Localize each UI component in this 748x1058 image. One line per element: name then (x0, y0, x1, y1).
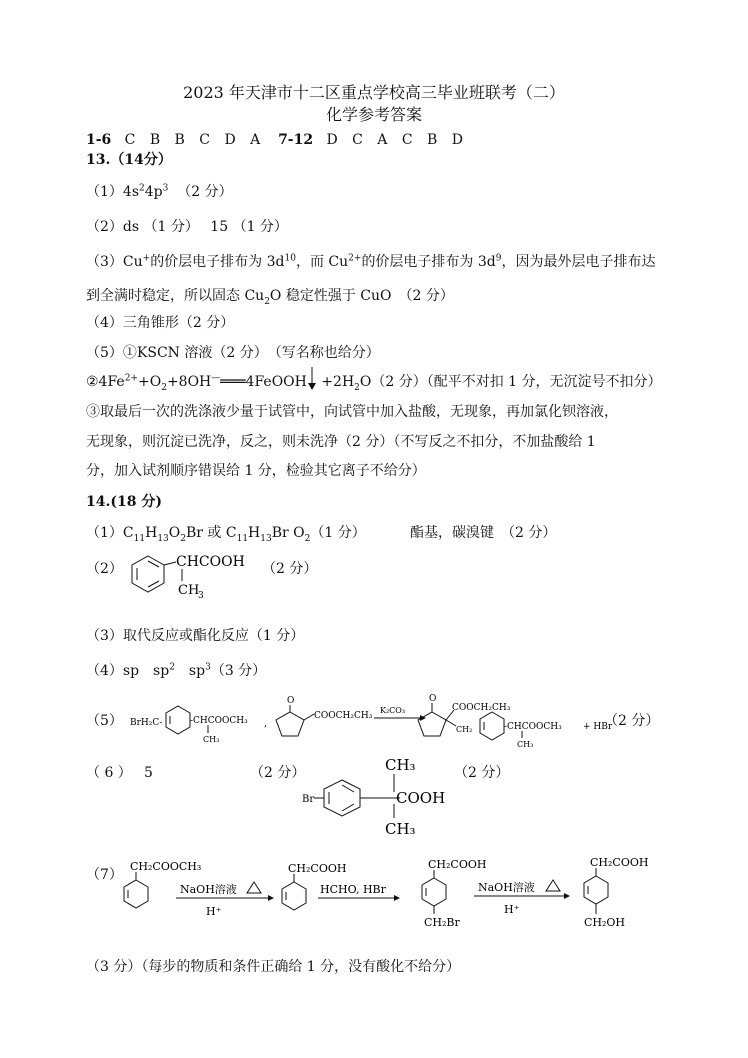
q13-part5: （5）①KSCN 溶液（2 分） （写名称也给分） (86, 345, 380, 361)
q14-part5-reaction (128, 688, 628, 752)
q14-part1: $(1)C_{11}H_{13}O_2Br$ 或 $C_{11}H_{13}Br$ $O_2(1$ 分） (86, 525, 366, 544)
q14-part1-groups: 酯基，碳溴键 （2 分） (410, 525, 557, 541)
svg-text:Br: Br (302, 794, 315, 805)
q14-part7-route (118, 852, 698, 944)
svg-text:CH₃: CH₃ (385, 820, 416, 836)
choice-range-2: 7-12 (278, 132, 314, 148)
q13-heading: 13.（14分） (86, 152, 172, 168)
svg-text:3: 3 (198, 591, 204, 601)
q13-part3-line1: （3）Cu+的价层电子排布为 $3d^{10}$，而 $Cu^{2+}$的价层电子排布为 $3d^9$，因为最外层电子排布达 (86, 253, 656, 270)
svg-text:CH₂COOCH₃: CH₂COOCH₃ (130, 860, 202, 873)
q14-part2-score: （2 分） (262, 561, 318, 577)
svg-text:,: , (264, 718, 268, 729)
svg-text:+ HBr: + HBr (583, 722, 613, 732)
q14-part6-answer: 5 (144, 765, 153, 781)
svg-text:-CHCOOCH₃: -CHCOOCH₃ (504, 722, 562, 732)
svg-text:COOCH₂CH₃: COOCH₂CH₃ (452, 703, 511, 713)
q14-part6-label: （ 6 ） (86, 765, 132, 781)
svg-text:NaOH溶液: NaOH溶液 (478, 881, 535, 894)
svg-text:CH₃: CH₃ (517, 740, 534, 749)
svg-text:CH₂OH: CH₂OH (584, 916, 626, 929)
q14-part6-structure (300, 752, 470, 836)
svg-text:-CHCOOCH₃: -CHCOOCH₃ (190, 716, 248, 726)
choice-answers (86, 131, 463, 149)
q14-part7-label: （7） (86, 867, 123, 883)
q13-part3-line2: 到全满时稳定，所以固态 $Cu_2O$ 稳定性强于 CuO （2 分） (86, 288, 454, 307)
page-subtitle: 化学参考答案 (325, 105, 422, 124)
q14-part5-score: （2 分） (604, 713, 660, 729)
heat-triangle-icon (247, 882, 261, 893)
svg-text:CH₂Br: CH₂Br (424, 916, 460, 929)
q14-part5-label: （5） (86, 713, 123, 729)
svg-text:HCHO, HBr: HCHO, HBr (320, 883, 386, 896)
choice-answers-1: C B B C D A (124, 132, 261, 148)
svg-text:H⁺: H⁺ (206, 905, 222, 918)
q13-part4: （4）三角锥形（2 分） (86, 315, 235, 331)
q14-part2-label: （2） (86, 561, 123, 577)
choice-range-1: 1-6 (86, 132, 112, 148)
svg-text:NaOH溶液: NaOH溶液 (180, 883, 237, 896)
svg-text:CH₂COOH: CH₂COOH (590, 856, 649, 869)
svg-text:CH₂COOH: CH₂COOH (288, 862, 347, 875)
svg-text:K₂CO₃: K₂CO₃ (380, 706, 406, 715)
svg-text:COOH: COOH (396, 789, 446, 807)
q13-part1: $(1)4s^24p^3$ （2 分） (86, 183, 233, 200)
svg-text:H⁺: H⁺ (504, 903, 520, 916)
q14-part4: （4）sp $sp^2$ $sp^3(3$ 分） (86, 662, 267, 679)
q14-heading: 14.(18 分) (86, 494, 162, 510)
q14-part7-note: （3 分）（每步的物质和条件正确给 1 分，没有酸化不给分） (86, 959, 461, 975)
q13-part5-3-line3: 分，加入试剂顺序错误给 1 分，检验其它离子不给分） (86, 463, 426, 479)
q13-part5-3-line1: ③取最后一次的洗涤液少量于试管中，向试管中加入盐酸，无现象，再加氯化钡溶液， (86, 404, 618, 420)
svg-text:CHCOOH: CHCOOH (176, 554, 245, 570)
svg-text:O: O (287, 696, 295, 706)
svg-text:CH₃: CH₃ (385, 756, 416, 774)
choice-answers-2: D C A C B D (326, 132, 463, 148)
svg-text:BrH₂C-: BrH₂C- (130, 718, 163, 728)
precipitate-arrow-icon (307, 373, 317, 391)
svg-text:CH₃: CH₃ (203, 735, 220, 744)
svg-text:CH₂: CH₂ (456, 725, 473, 734)
svg-text:CH: CH (178, 583, 200, 598)
q13-part5-3-line2: 无现象，则沉淀已洗净，反之，则未洗净（2 分）（不写反之不扣分，不加盐酸给 1 (86, 434, 596, 450)
q14-part3: （3）取代反应或酯化反应（1 分） (86, 628, 305, 644)
svg-text:CH₂COOH: CH₂COOH (428, 858, 487, 871)
q14-part2-structure (128, 548, 268, 604)
q13-part2: （2）ds （1 分） 15 （1 分） (86, 219, 288, 235)
q14-part6-score2: （2 分） (454, 765, 510, 781)
q14-part6-score1: （2 分） (250, 765, 306, 781)
svg-text:COOCH₂CH₃: COOCH₂CH₃ (314, 711, 373, 721)
heat-triangle-icon (546, 880, 560, 891)
page-title: 2023 年天津市十二区重点学校高三毕业班联考（二） (183, 83, 565, 102)
svg-text:O: O (429, 694, 437, 704)
q13-equation: $②4Fe^{2+}+O_2+8OH^—═══4FeOOH$ $+2H_2O(2$ 分）（配平不对扣 1 分，无沉淀号不扣分） (86, 373, 662, 393)
